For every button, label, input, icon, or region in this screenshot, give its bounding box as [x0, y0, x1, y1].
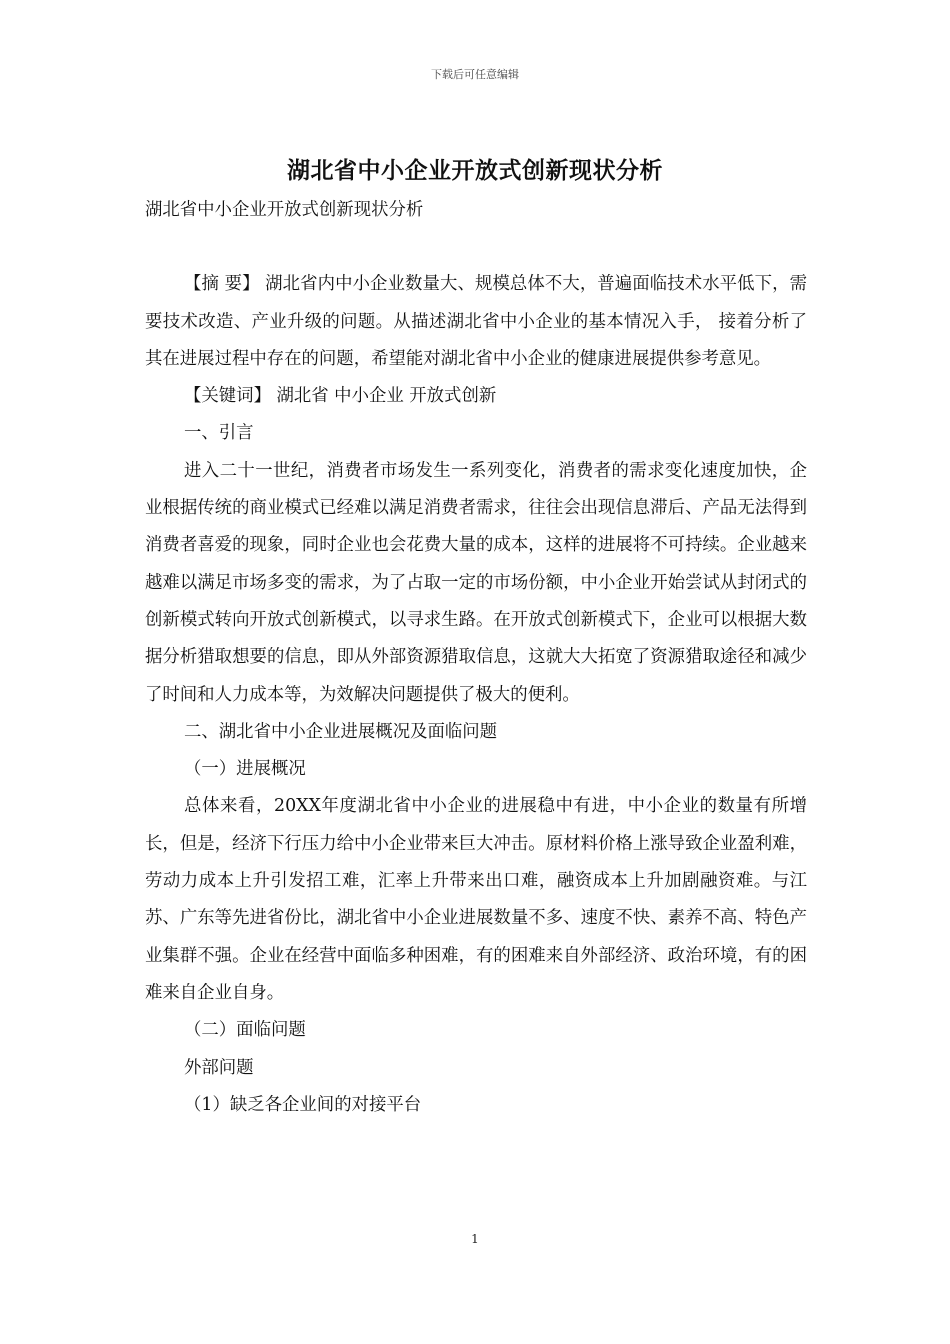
section-heading-introduction: 一、引言	[184, 423, 254, 444]
introduction-paragraph: 进入二十一世纪，消费者市场发生一系列变化，消费者的需求变化速度加快，企业根据传统的商业模式已经难以满足消费者需求，往往会出现信息滞后、产品无法得到消费者喜爱的现象，同时企业也会花费大量的成本，这样的进展将不可持续。企业越来越难以满足市场多变的需求，为了占取一定的市场份额，中小企业开始尝试从封闭式的创新模式转向开放式创新模式，以寻求生路。在开放式创新模式下，企业可以根据大数据分析猎取想要的信息，即从外部资源猎取信息，这就大大拓宽了资源猎取途径和减少了时间和人力成本等，为效解决问题提供了极大的便利。	[145, 460, 807, 705]
document-body	[145, 192, 807, 1124]
blank-line	[145, 229, 807, 266]
keywords-paragraph: 【关键词】 湖北省 中小企业 开放式创新	[184, 386, 497, 407]
subsection-heading-problems: （二）面临问题	[184, 1020, 306, 1041]
progress-paragraph: 总体来看，20XX年度湖北省中小企业的进展稳中有进，中小企业的数量有所增长，但是，经济下行压力给中小企业带来巨大冲击。原材料价格上涨导致企业盈利难，劳动力成本上升引发招工难，汇率上升带来出口难，融资成本上升加剧融资难。与江苏、广东等先进省份比，湖北省中小企业进展数量不多、速度不快、素养不高、特色产业集群不强。企业在经营中面临多种困难，有的困难来自外部经济、政治环境，有的困难来自企业自身。	[145, 796, 807, 1003]
abstract-paragraph: 【摘 要】 湖北省内中小企业数量大、规模总体不大，普遍面临技术水平低下，需要技术改造、产业升级的问题。从描述湖北省中小企业的基本情况入手， 接着分析了其在进展过程中存在的问题，希望能对湖北省中小企业的健康进展提供参考意见。	[145, 274, 807, 369]
document-subtitle: 湖北省中小企业开放式创新现状分析	[145, 200, 424, 220]
page-header: 下载后可任意编辑	[431, 68, 519, 81]
subsection-heading-progress: （一）进展概况	[184, 759, 306, 780]
external-problems-heading: 外部问题	[184, 1057, 254, 1078]
document-title: 湖北省中小企业开放式创新现状分析	[287, 157, 663, 184]
section-heading-overview: 二、湖北省中小企业进展概况及面临问题	[184, 721, 498, 742]
page-number: 1	[471, 1232, 479, 1246]
problem-item-1: （1）缺乏各企业间的对接平台	[184, 1094, 422, 1115]
